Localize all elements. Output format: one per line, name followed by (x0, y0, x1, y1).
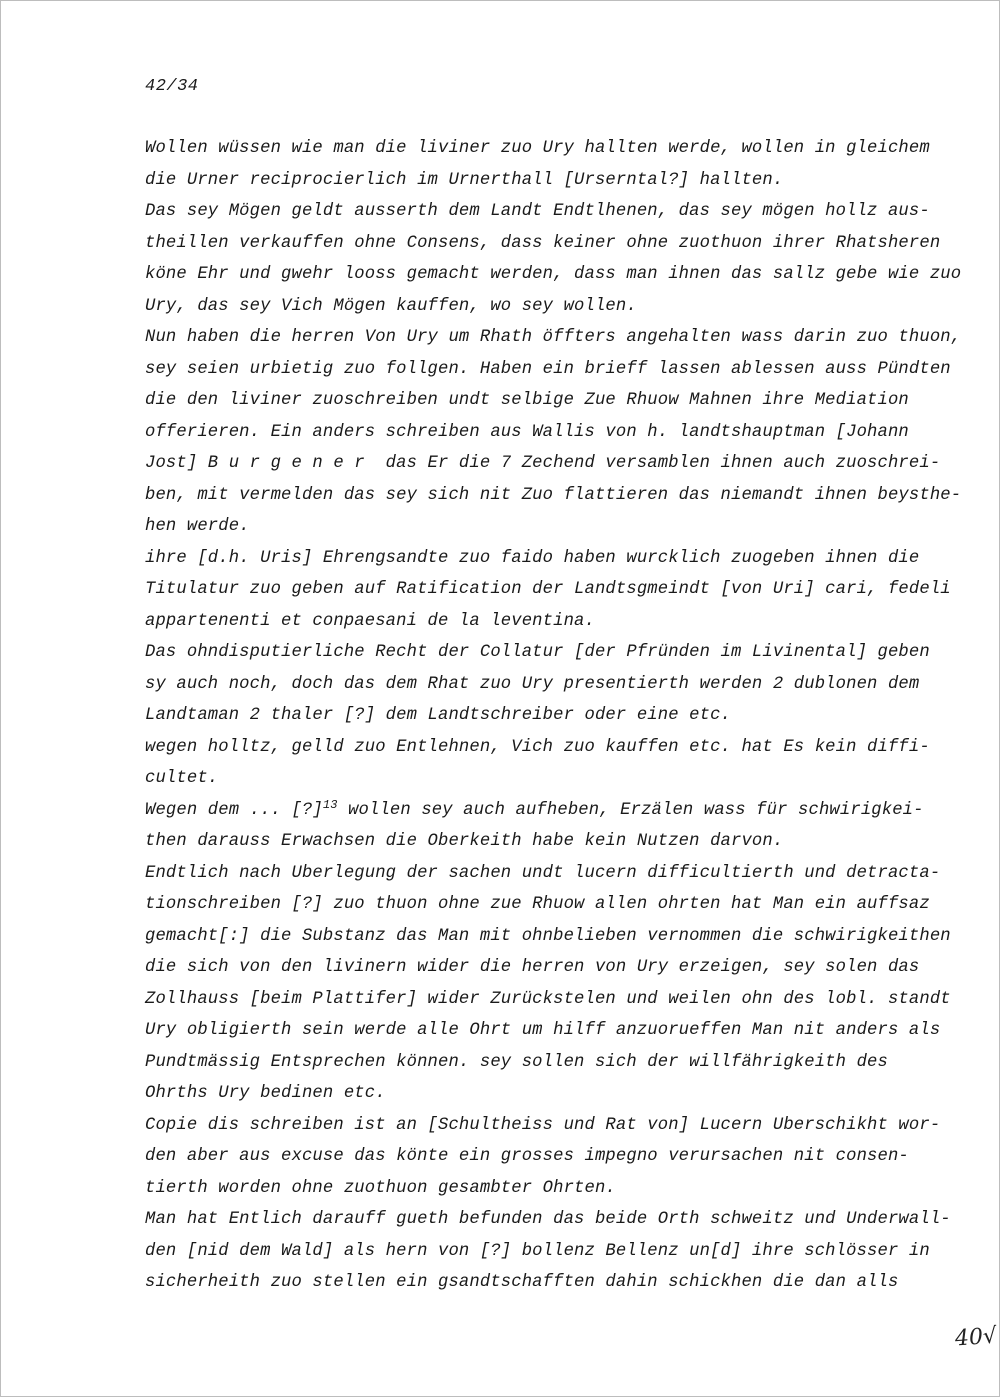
line-text: sey seien urbietig zuo follgen. Haben ein brieff lassen ablessen auss Pündten (145, 359, 951, 379)
text-line (145, 669, 935, 701)
line-text: Nun haben die herren Von Ury um Rhath öffters angehalten wass darin zuo thuon, (145, 328, 962, 347)
line-text: die Urner reciprocierlich im Urnerthall [Urserntal?] hallten. (145, 170, 784, 190)
line-text: Wegen dem ... [?] (145, 800, 323, 820)
text-line (145, 984, 951, 1016)
line-text: offerieren. Ein anders schreiben aus Wallis von h. landtshauptman [Johann (145, 422, 909, 442)
text-line (145, 1236, 935, 1268)
handwritten-page-mark: 40√ (954, 1323, 998, 1352)
line-text: Das ohndisputierliche Recht der Collatur [der Pfründen im Livinental] geben (145, 643, 930, 662)
line-text: gemacht[:] die Substanz das Man mit ohnbelieben vernommen die schwirigkeithen (145, 926, 951, 946)
line-text-continuation: wollen sey auch aufheben, Erzälen wass für schwirigkei- (337, 800, 924, 820)
line-text: tierth worden ohne zuothuon gesambter Ohrten. (145, 1178, 616, 1198)
line-text: ihre [d.h. Uris] Ehrengsandte zuo faido haben wurcklich zuogeben ihnen die (145, 548, 920, 568)
text-line (145, 448, 941, 480)
line-text: sy auch noch, doch das dem Rhat zuo Ury presentierth werden 2 dublonen dem (145, 674, 920, 694)
line-text: Ohrths Ury bedinen etc. (145, 1084, 386, 1103)
line-text: Copie dis schreiben ist an [Schultheiss und Rat von] Lucern Uberschikht wor- (145, 1115, 941, 1135)
line-text: die sich von den livinern wider die herren von Ury erzeigen, sey solen das (145, 958, 920, 977)
line-text: Zollhauss [beim Plattifer] wider Zurückstelen und weilen ohn des lobl. standt (145, 989, 951, 1009)
line-text: appartenenti et conpaesani de la leventina. (145, 611, 595, 631)
text-line (145, 1204, 951, 1236)
text-line (145, 826, 935, 858)
text-line (145, 732, 935, 764)
text-line (145, 165, 935, 197)
text-line (145, 1015, 941, 1047)
text-line (145, 228, 941, 260)
text-line (145, 291, 935, 323)
line-text: Wollen wüssen wie man die liviner zuo Ury hallten werde, wollen in gleichem (145, 139, 930, 158)
line-text: Ury obligierth sein werde alle Ohrt um hilff anzuorueffen Man nit anders als (145, 1021, 941, 1040)
text-line (145, 858, 941, 890)
text-line (145, 763, 935, 795)
line-text: tionschreiben [?] zuo thuon ohne zue Rhuow allen ohrten hat Man ein auffsaz (145, 895, 930, 914)
text-line (145, 354, 951, 386)
text-line (145, 889, 935, 921)
text-line (145, 1047, 935, 1079)
line-text: then darauss Erwachsen die Oberkeith habe kein Nutzen darvon. (145, 832, 784, 851)
line-text: Das sey Mögen geldt ausserth dem Landt Endtlhenen, das sey mögen hollz aus- (145, 202, 930, 221)
footnote-marker: 13 (322, 797, 338, 812)
line-text: Endtlich nach Uberlegung der sachen undt lucern difficultierth und detracta- (145, 863, 941, 883)
line-text: Jost] B u r g e n e r das Er die 7 Zechend versamblen ihnen auch zuoschrei- (145, 454, 941, 473)
text-line (145, 1267, 935, 1299)
text-line (145, 952, 935, 984)
line-text: den aber aus excuse das könte ein grosses impegno verursachen nit consen- (145, 1147, 909, 1166)
line-text: Man hat Entlich darauff gueth befunden das beide Orth schweitz und Underwall- (145, 1210, 951, 1229)
page-number: 42/34 (145, 77, 199, 96)
text-line (145, 385, 935, 417)
line-text: wegen holltz, gelld zuo Entlehnen, Vich zuo kauffen etc. hat Es kein diffi- (145, 737, 930, 757)
text-line (145, 1110, 941, 1142)
text-line (145, 1078, 935, 1110)
text-line (145, 921, 951, 953)
text-line (145, 480, 962, 512)
text-line (145, 133, 935, 165)
line-text: theillen verkauffen ohne Consens, dass keiner ohne zuothuon ihrer Rhatsheren (145, 233, 941, 253)
text-line (145, 543, 935, 575)
line-text: den [nid dem Wald] als hern von [?] bollenz Bellenz un[d] ihre schlösser in (145, 1241, 930, 1261)
text-line (145, 574, 951, 606)
text-line (145, 1173, 935, 1205)
line-text: Titulatur zuo geben auf Ratification der Landtsgmeindt [von Uri] cari, fedeli (145, 580, 951, 599)
text-line (145, 259, 962, 291)
text-line (145, 700, 935, 732)
text-line (145, 637, 935, 669)
line-text: Ury, das sey Vich Mögen kauffen, wo sey wollen. (145, 296, 637, 316)
line-text: sicherheith zuo stellen ein gsandtschafften dahin schickhen die dan alls (145, 1273, 899, 1292)
line-text: köne Ehr und gwehr looss gemacht werden, dass man ihnen das sallz gebe wie zuo (145, 265, 962, 284)
text-line (145, 196, 935, 228)
line-text: die den liviner zuoschreiben undt selbige Zue Rhuow Mahnen ihre Mediation (145, 391, 909, 410)
text-line (145, 511, 935, 543)
line-text: hen werde. (145, 517, 250, 536)
text-line (145, 606, 935, 638)
line-text: Pundtmässig Entsprechen können. sey sollen sich der willfährigkeith des (145, 1052, 888, 1072)
text-line (145, 417, 935, 449)
line-text: ben, mit vermelden das sey sich nit Zuo flattieren das niemandt ihnen beysthe- (145, 485, 962, 505)
line-text: cultet. (145, 769, 219, 788)
text-line (145, 1141, 935, 1173)
text-line (145, 322, 962, 354)
text-line (145, 795, 935, 827)
line-text: Landtaman 2 thaler [?] dem Landtschreiber oder eine etc. (145, 706, 731, 725)
document-body (145, 133, 962, 1299)
